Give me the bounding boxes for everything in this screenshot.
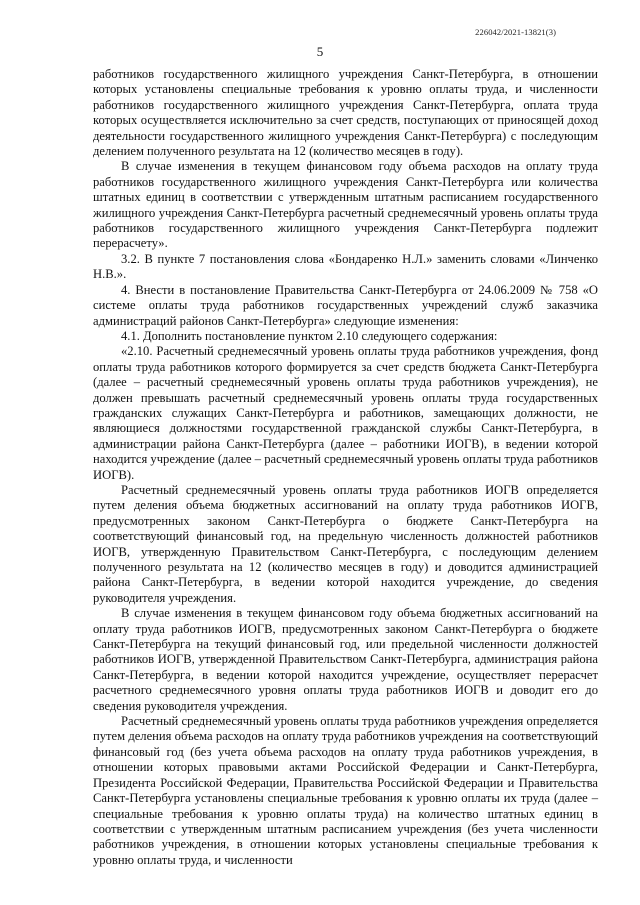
paragraph-item-4-1: 4.1. Дополнить постановление пунктом 2.10 следующего содержания: [121, 328, 498, 343]
paragraph-item-4: 4. Внести в постановление Правительства Санкт-Петербурга от 24.06.2009 № 758 «О системе оплаты труда работников государственных учреждений служб заказчика администраций районов Санкт-Петербурга» следующие изменения: [93, 282, 598, 328]
paragraph-recalculation-housing: В случае изменения в текущем финансовом году объема расходов на оплату труда работников государственного жилищного учреждения Санкт-Петербурга или количества штатных единиц в соответствии с утвержденным штатным расписанием государственного жилищного учреждения Санкт-Петербурга расчетный среднемесячный уровень оплаты труда работников государственного жилищного учреждения Санкт-Петербурга подлежит перерасчету». [93, 159, 598, 251]
paragraph-iogv-calculation: Расчетный среднемесячный уровень оплаты труда работников ИОГВ определяется путем деления объема бюджетных ассигнований на оплату труда работников ИОГВ, предусмотренных законом Санкт-Петербурга о бюджете Санкт-Петербурга на соответствующий финансовый год, на предельную численность должностей работников ИОГВ, утвержденную Правительством Санкт-Петербурга, с последующим делением полученного результата на 12 (количество месяцев в году) и доводится администрацией района Санкт-Петербурга, в ведении которой находится учреждение, до сведения руководителя учреждения. [93, 482, 598, 605]
paragraph-item-3-2: 3.2. В пункте 7 постановления слова «Бондаренко Н.Л.» заменить словами «Линченко Н.В.». [93, 251, 598, 282]
document-body [93, 67, 598, 868]
paragraph-continuation: работников государственного жилищного учреждения Санкт-Петербурга, в отношении которых установлены специальные требования к уровню оплаты труда, и численности работников государственного жилищного учреждения Санкт-Петербурга, оплата труда которых осуществляется исключительно за счет средств, поступающих от приносящей доход деятельности государственного жилищного учреждения Санкт-Петербурга) с последующим делением полученного результата на 12 (количество месяцев в году). [93, 67, 598, 159]
paragraph-institution-calculation: Расчетный среднемесячный уровень оплаты труда работников учреждения определяется путем деления объема расходов на оплату труда работников учреждения на соответствующий финансовый год (без учета объема расходов на оплату труда работников учреждения, в отношении которых правовыми актами Российской Федерации и Санкт-Петербурга, Президента Российской Федерации, Правительства Российской Федерации и Правительства Санкт-Петербурга установлены специальные требования к уровню оплаты их труда (далее – специальные требования к уровню оплаты труда) на количество штатных единиц в соответствии с утвержденным штатным расписанием учреждения (без учета численности работников учреждения, в отношении которых установлены специальные требования к уровню оплаты труда, и численности [93, 714, 598, 867]
page-number: 5 [316, 44, 324, 59]
document-registration-code: 226042/2021-13821(3) [475, 27, 556, 37]
paragraph-iogv-recalculation: В случае изменения в текущем финансовом году объема бюджетных ассигнований на оплату труда работников ИОГВ, предусмотренных законом Санкт-Петербурга о бюджете Санкт-Петербурга на текущий финансовый год, или предельной численности должностей работников ИОГВ, утвержденной Правительством Санкт-Петербурга, администрация района Санкт-Петербурга, в ведении которой находится учреждение, осуществляет перерасчет расчетного среднемесячного уровня оплаты труда работников ИОГВ и доводит его до сведения руководителя учреждения. [93, 606, 598, 713]
paragraph-item-2-10: «2.10. Расчетный среднемесячный уровень оплаты труда работников учреждения, фонд оплаты труда работников которого формируется за счет средств бюджета Санкт-Петербурга (далее – расчетный среднемесячный уровень оплаты труда работников учреждения), не должен превышать расчетный среднемесячный уровень оплаты труда государственных гражданских служащих Санкт-Петербурга и работников, замещающих должности, не являющиеся должностями государственной гражданской службы Санкт-Петербурга, в администрации района Санкт-Петербурга (далее – работники ИОГВ), в ведении которой находится учреждение (далее – расчетный среднемесячный уровень оплаты труда работников ИОГВ). [93, 344, 598, 482]
